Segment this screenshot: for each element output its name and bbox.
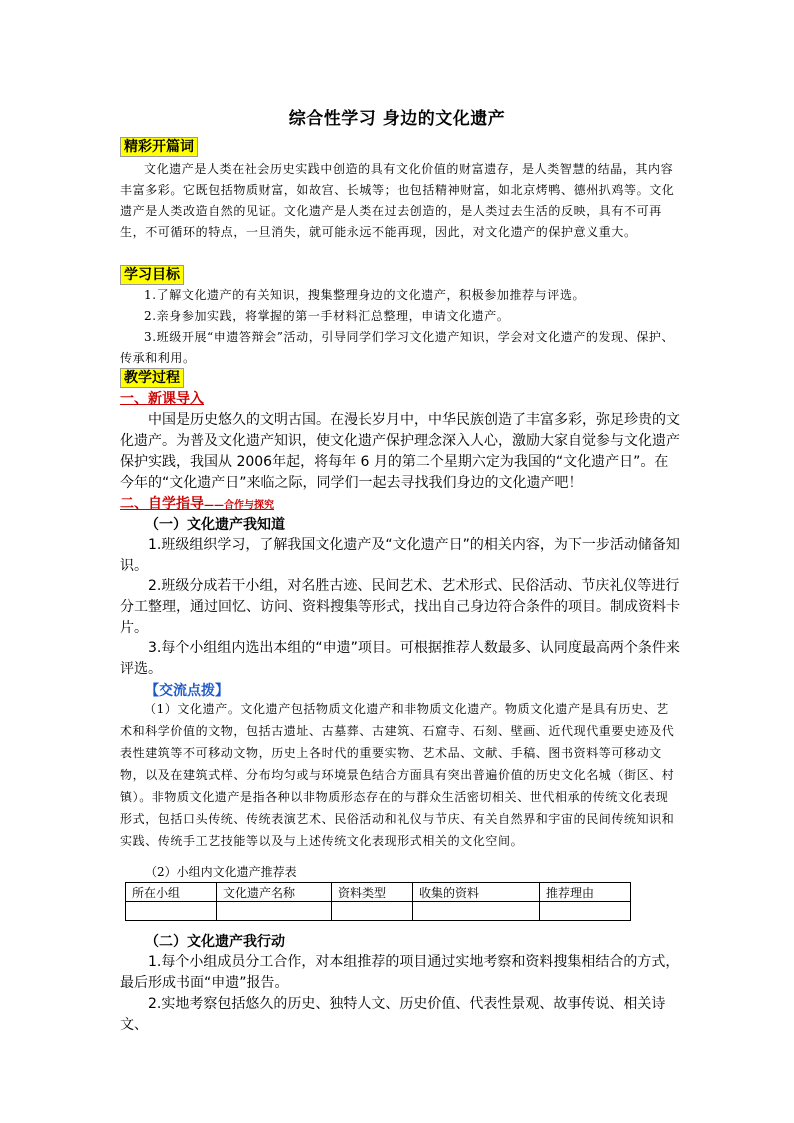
table-header-cell: 资料类型 — [332, 883, 413, 902]
table-cell — [413, 902, 540, 921]
sub2-item-2: 2.实地考察包括悠久的历史、独特人文、历史价值、代表性景观、故事传说、相关诗文、 — [120, 996, 666, 1033]
table-caption: （2）小组内文化遗产推荐表 — [145, 865, 297, 879]
part2-heading — [120, 493, 680, 513]
section-intro-label: 精彩开篇词 — [120, 137, 198, 157]
part2-heading-sub: ——合作与探究 — [204, 500, 274, 511]
part1-paragraph: 中国是历史悠久的文明古国。在漫长岁月中，中华民族创造了丰富多彩，弥足珍贵的文化遗产。为普及文化遗产知识，使文化遗产保护理念深入人心，激励大家自觉参与文化遗产保护实践，我国从 2006年起，将每年 6 月的第二个星期六定为我国的“文化遗产日”。在今年的“文化遗产日”来临之际，同学们一起去寻找我们身边的文化遗产吧！ — [120, 412, 680, 491]
part2-heading-main: 二、自学指导 — [120, 496, 204, 512]
table-header-cell: 所在小组 — [126, 883, 217, 902]
goal-item-2: 2.亲身参加实践，将掌握的第一手材料汇总整理，申请文化遗产。 — [144, 309, 510, 323]
sub2-item-1: 1.每个小组成员分工合作，对本组推荐的项目通过实地考察和资料搜集相结合的方式，最后形成书面“申遗”报告。 — [120, 954, 680, 991]
exchange-paragraph: （1）文化遗产。文化遗产包括物质文化遗产和非物质文化遗产。物质文化遗产是具有历史、艺术和科学价值的文物，包括古遗址、古墓葬、古建筑、石窟寺、石刻、壁画、近代现代重要史迹及代表性建筑等不可移动文物，历史上各时代的重要实物、艺术品、文献、手稿、图书资料等可移动文物，以及在建筑式样、分布均匀或与环境景色结合方面具有突出普遍价值的历史文化名城（街区、村镇）。非物质文化遗产是指各种以非物质形态存在的与群众生活密切相关、世代相承的传统文化表现形式，包括口头传统、传统表演艺术、民俗活动和礼仪与节庆、有关自然界和宇宙的民间传统知识和实践、传统手工艺技能等以及与上述传统文化表现形式相关的文化空间。 — [120, 702, 675, 848]
intro-paragraph: 文化遗产是人类在社会历史实践中创造的具有文化价值的财富遗存，是人类智慧的结晶，其内容丰富多彩。它既包括物质财富，如故宫、长城等；也包括精神财富，如北京烤鸭、德州扒鸡等。文化遗产是人类改造自然的见证。文化遗产是人类在过去创造的，是人类过去生活的反映，具有不可再生，不可循环的特点，一旦消失，就可能永远不能再现，因此，对文化遗产的保护意义重大。 — [120, 162, 675, 239]
section-intro-label-wrap — [120, 137, 680, 157]
table-cell — [126, 902, 217, 921]
goal-item-3: 3.班级开展“申遗答辩会”活动，引导同学们学习文化遗产知识，学会对文化遗产的发现、保护、传承和利用。 — [120, 330, 675, 365]
page-title: 综合性学习 身边的文化遗产 — [288, 109, 506, 129]
table-header-row — [126, 883, 631, 902]
sub1-item-2: 2.班级分成若干小组，对名胜古迹、民间艺术、艺术形式、民俗活动、节庆礼仪等进行分工整理，通过回忆、访问、资料搜集等形式，找出自己身边符合条件的项目。制成资料卡片。 — [120, 578, 680, 636]
sub2-title: （二）文化遗产我行动 — [145, 934, 285, 950]
sub1-item-1: 1.班级组织学习，了解我国文化遗产及“文化遗产日”的相关内容，为下一步活动储备知识。 — [120, 537, 680, 574]
table-cell — [540, 902, 631, 921]
section-process-label: 教学过程 — [120, 368, 184, 388]
table-header-cell: 推荐理由 — [540, 883, 631, 902]
section-process-label-wrap — [120, 368, 680, 388]
section-goals-label-wrap — [120, 265, 680, 285]
exchange-label: 【交流点拨】 — [145, 683, 229, 699]
section-goals-label: 学习目标 — [120, 265, 184, 285]
table-row — [126, 902, 631, 921]
part1-heading: 一、新课导入 — [120, 391, 204, 407]
sub1-item-3: 3.每个小组组内选出本组的“申遗”项目。可根据推荐人数最多、认同度最高两个条件来评选。 — [120, 640, 680, 677]
recommend-table — [125, 882, 631, 921]
table-cell — [217, 902, 332, 921]
table-header-cell: 文化遗产名称 — [217, 883, 332, 902]
goal-item-1: 1.了解文化遗产的有关知识，搜集整理身边的文化遗产，积极参加推荐与评选。 — [144, 288, 586, 302]
table-header-cell: 收集的资料 — [413, 883, 540, 902]
sub1-title: （一）文化遗产我知道 — [145, 517, 285, 533]
table-cell — [332, 902, 413, 921]
